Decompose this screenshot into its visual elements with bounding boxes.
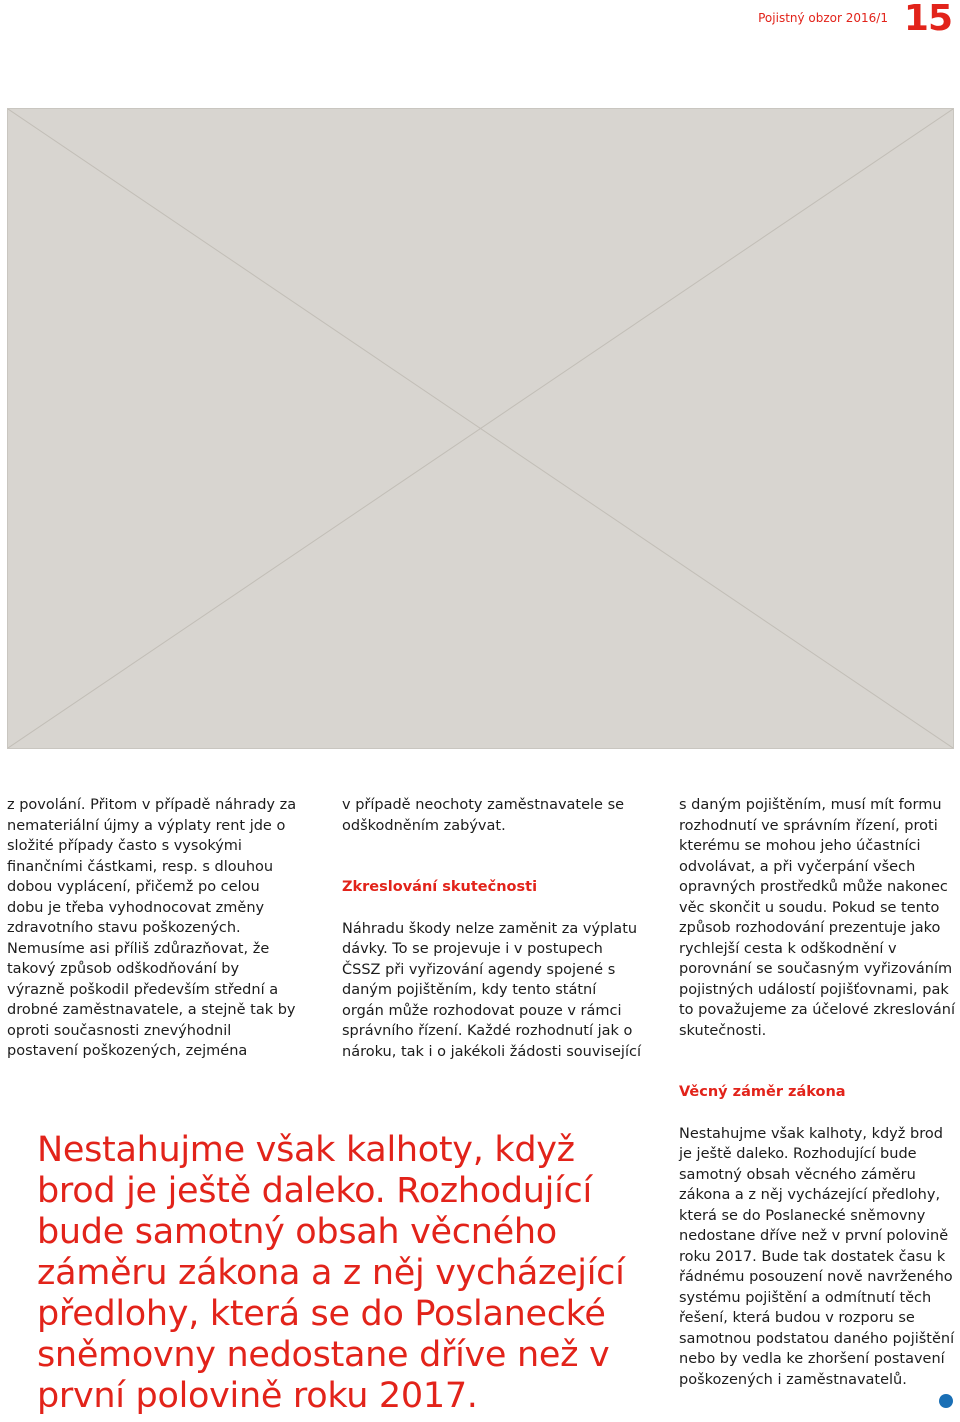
- section-heading-vecny-zamer: Věcný záměr zákona: [679, 1084, 846, 1100]
- image-placeholder-icon: [8, 109, 953, 748]
- page-number: 15: [903, 0, 952, 39]
- section-heading-zkreslovani: Zkreslování skutečnosti: [342, 879, 538, 895]
- pull-quote: Nestahujme však kalhoty, když brod je ještě daleko. Rozhodující bude samotný obsah věcného záměru zákona a z něj vycházející předlohy, která se do Poslanecké sněmovny nedostane dříve než v první polovině roku 2017.: [37, 1130, 625, 1416]
- article-column-3: [679, 795, 959, 1390]
- article-column-1: [7, 795, 297, 1062]
- column-1-paragraph: z povolání. Přitom v případě náhrady za nemateriální újmy a výplaty rent jde o složité případy často s vysokými finančními částkami, resp. s dlouhou dobou vyplácení, přičemž po celou dobu je třeba vyhodnocovat změny zdravotního stavu poškozených. Nemusíme asi příliš zdůrazňovat, že takový způsob odškodňování by výrazně poškodil především střední a drobné zaměstnavatele, a stejně tak by oproti současnosti znevýhodnil postavení poškozených, zejména: [7, 797, 297, 1059]
- article-column-2: [342, 795, 642, 1062]
- column-2-paragraph-2: Náhradu škody nelze zaměnit za výplatu dávky. To se projevuje i v postupech ČSSZ při vyřizování agendy spojené s daným pojištěním, kdy tento státní orgán může rozhodovat pouze v rámci správního řízení. Každé rozhodnutí jak o nároku, tak i o jakékoli žádosti související: [342, 920, 641, 1060]
- article-photo: [7, 108, 954, 749]
- column-3-paragraph-2: Nestahujme však kalhoty, když brod je ještě daleko. Rozhodující bude samotný obsah věcného záměru zákona a z něj vycházející předlohy, která se do Poslanecké sněmovny nedostane dříve než v první polovině roku 2017. Bude tak dostatek času k řádnému posouzení nově navrženého systému pojištění a odmítnutí těch řešení, která budou v rozporu se samotnou podstatou daného pojištění nebo by vedla ke zhoršení postavení poškozených i zaměstnavatelů.: [679, 1125, 955, 1388]
- magazine-issue-label: Pojistný obzor 2016/1: [758, 11, 888, 25]
- end-of-article-dot-icon: [939, 1394, 953, 1408]
- column-3-paragraph-1: s daným pojištěním, musí mít formu rozhodnutí ve správním řízení, proti kterému se mohou jeho účastníci odvolávat, a při vyčerpání všech opravných prostředků může nakonec věc skončit u soudu. Pokud se tento způsob rozhodování prezentuje jako rychlejší cesta k odškodnění v porovnání se současným vyřizováním pojistných událostí pojišťovnami, pak to považujeme za účelové zkreslování skutečnosti.: [679, 797, 956, 1039]
- column-2-paragraph-1: v případě neochoty zaměstnavatele se odškodněním zabývat.: [342, 797, 625, 834]
